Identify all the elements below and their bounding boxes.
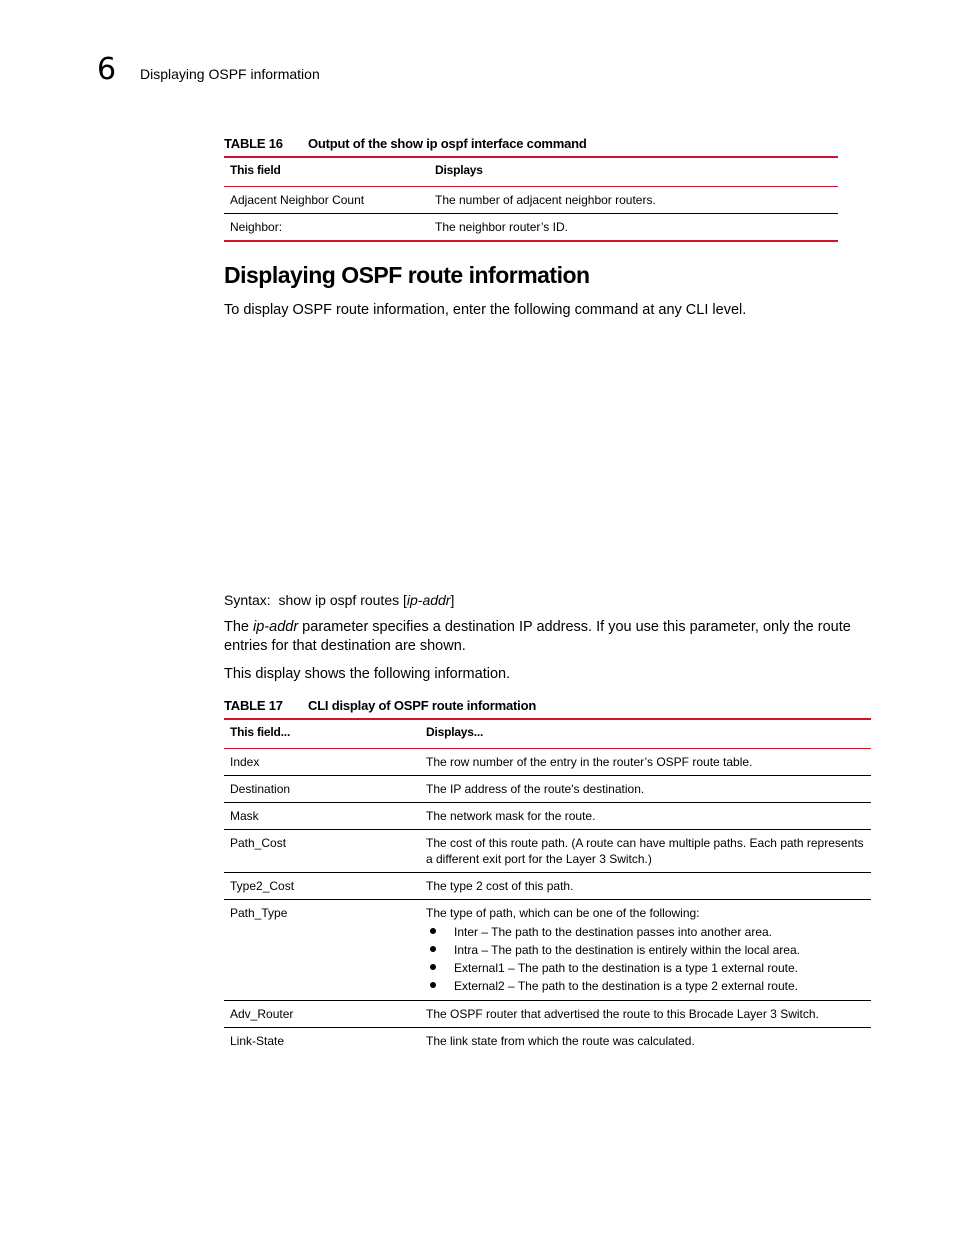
table-row <box>224 900 871 1001</box>
table-row <box>224 830 871 873</box>
table17-col-field: This field... <box>224 719 420 749</box>
table-row <box>224 1001 871 1028</box>
list-item: Intra – The path to the destination is entirely within the local area. <box>454 941 865 959</box>
list-item: External2 – The path to the destination is a type 2 external route. <box>454 977 865 995</box>
table17-displays-cell: The link state from which the route was calculated. <box>426 1034 695 1048</box>
table16-caption-suffix: command <box>523 136 587 151</box>
table17-displays-cell: The cost of this route path. (A route can have multiple paths. Each path represents a different exit port for the Layer 3 Switch.) <box>420 830 871 873</box>
table16-col-field: This field <box>224 157 429 187</box>
syntax-command: show ip ospf routes <box>278 592 400 608</box>
table17-header-row <box>224 719 871 749</box>
param-desc-param: ip-addr <box>253 619 299 635</box>
table17-field-cell: Adv_Router <box>224 1001 420 1028</box>
param-description <box>224 618 872 656</box>
table16-displays-cell: The neighbor router’s ID. <box>429 214 838 242</box>
table17-field-cell: Link-State <box>230 1034 285 1048</box>
table17-displays-cell: The network mask for the route. <box>420 803 871 830</box>
chapter-number: 6 <box>97 52 117 87</box>
table16-header-row <box>224 157 838 187</box>
table17-field-cell: Path_Cost <box>224 830 420 873</box>
table16-label: TABLE 16 <box>224 136 283 151</box>
table17-displays-cell: The type 2 cost of this path. <box>420 873 871 900</box>
table16-displays-cell: The number of adjacent neighbor routers. <box>429 187 838 214</box>
table17-field-cell: Index <box>224 749 420 776</box>
table-row <box>224 214 838 242</box>
table17-col-displays: Displays... <box>420 719 871 749</box>
path-type-list <box>426 923 865 995</box>
table17-path-type-intro: The type of path, which can be one of the following: <box>426 906 700 920</box>
syntax-param: ip-addr <box>406 592 451 608</box>
syntax-line <box>224 591 454 610</box>
table16-field-cell: Neighbor: <box>224 214 429 242</box>
table16-col-displays: Displays <box>429 157 838 187</box>
table17-displays-cell <box>420 900 871 1001</box>
table-row <box>224 749 871 776</box>
display-intro: This display shows the following information. <box>224 666 511 682</box>
table17 <box>224 718 871 1054</box>
table16-caption-command: show ip ospf interface <box>390 136 524 151</box>
param-desc-suffix: parameter specifies a destination IP address. If you use this parameter, only the route entries for that destination are shown. <box>224 619 851 654</box>
table-row <box>224 187 838 214</box>
table17-field-cell: Path_Type <box>224 900 420 1001</box>
table-row <box>224 1028 871 1055</box>
section-intro: To display OSPF route information, enter the following command at any CLI level. <box>224 302 747 318</box>
param-desc-prefix: The <box>224 619 254 635</box>
table16 <box>224 156 838 242</box>
table-row <box>224 776 871 803</box>
list-item: External1 – The path to the destination is a type 1 external route. <box>454 959 865 977</box>
table17-field-cell: Type2_Cost <box>224 873 420 900</box>
table-row <box>224 803 871 830</box>
table17-field-cell: Mask <box>224 803 420 830</box>
syntax-label: Syntax: <box>224 592 271 608</box>
table16-field-cell: Adjacent Neighbor Count <box>224 187 429 214</box>
table17-displays-cell: The row number of the entry in the router’s OSPF route table. <box>420 749 871 776</box>
table17-caption <box>224 698 536 714</box>
table17-caption-text: CLI display of OSPF route information <box>308 698 537 713</box>
table-row <box>224 873 871 900</box>
running-header-title: Displaying OSPF information <box>140 66 320 82</box>
table16-caption-prefix: Output of the <box>308 136 391 151</box>
syntax-open-bracket: [ <box>403 592 407 608</box>
table17-field-cell: Destination <box>224 776 420 803</box>
syntax-close-bracket: ] <box>450 592 455 608</box>
section-heading: Displaying OSPF route information <box>224 262 590 288</box>
table16-caption <box>224 136 587 152</box>
table17-displays-cell: The IP address of the route's destination. <box>420 776 871 803</box>
list-item: Inter – The path to the destination passes into another area. <box>454 923 865 941</box>
table17-displays-cell: The OSPF router that advertised the route to this Brocade Layer 3 Switch. <box>420 1001 871 1028</box>
table17-label: TABLE 17 <box>224 698 283 713</box>
